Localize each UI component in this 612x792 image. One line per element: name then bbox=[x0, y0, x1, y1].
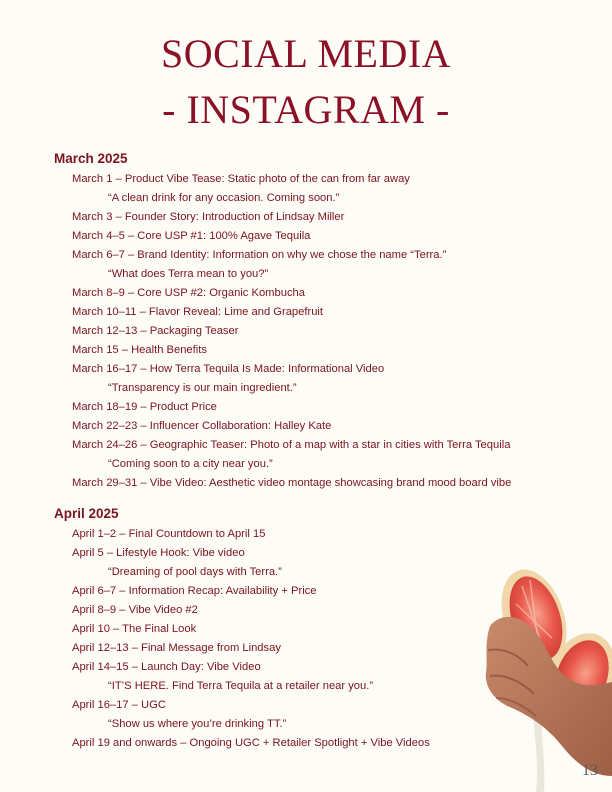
list-item: March 4–5 – Core USP #1: 100% Agave Tequila bbox=[72, 230, 311, 242]
list-item: “Dreaming of pool days with Terra.” bbox=[108, 566, 282, 578]
list-item: April 16–17 – UGC bbox=[72, 699, 166, 711]
april-entries-list bbox=[72, 525, 430, 753]
section-heading-march: March 2025 bbox=[54, 151, 128, 166]
list-item: April 14–15 – Launch Day: Vibe Video bbox=[72, 661, 261, 673]
list-item: March 29–31 – Vibe Video: Aesthetic video montage showcasing brand mood board vibe bbox=[72, 477, 512, 489]
list-item: April 6–7 – Information Recap: Availability + Price bbox=[72, 585, 317, 597]
list-item: “A clean drink for any occasion. Coming soon.” bbox=[108, 192, 340, 204]
list-item: March 8–9 – Core USP #2: Organic Kombucha bbox=[72, 287, 305, 299]
page-number: 13 bbox=[582, 762, 598, 779]
list-item: March 6–7 – Brand Identity: Information on why we chose the name “Terra.” bbox=[72, 249, 447, 261]
list-item: April 8–9 – Vibe Video #2 bbox=[72, 604, 198, 616]
list-item: March 22–23 – Influencer Collaboration: Halley Kate bbox=[72, 420, 332, 432]
list-item: March 1 – Product Vibe Tease: Static photo of the can from far away bbox=[72, 173, 410, 185]
list-item: March 10–11 – Flavor Reveal: Lime and Grapefruit bbox=[72, 306, 324, 318]
list-item: March 15 – Health Benefits bbox=[72, 344, 207, 356]
list-item: April 5 – Lifestyle Hook: Vibe video bbox=[72, 547, 245, 559]
list-item: April 10 – The Final Look bbox=[72, 623, 197, 635]
list-item: “What does Terra mean to you?” bbox=[108, 268, 269, 280]
page-title-line-1: SOCIAL MEDIA bbox=[160, 31, 452, 76]
list-item: “IT’S HERE. Find Terra Tequila at a retailer near you.” bbox=[108, 680, 374, 692]
list-item: “Transparency is our main ingredient.” bbox=[108, 382, 297, 394]
march-entries-list bbox=[72, 170, 511, 493]
list-item: April 1–2 – Final Countdown to April 15 bbox=[72, 528, 266, 540]
list-item: “Show us where you’re drinking TT.” bbox=[108, 718, 287, 730]
hand-squeezing-grapefruit-photo bbox=[482, 556, 612, 792]
list-item: March 18–19 – Product Price bbox=[72, 401, 217, 413]
section-heading-april: April 2025 bbox=[54, 506, 119, 521]
list-item: April 19 and onwards – Ongoing UGC + Retailer Spotlight + Vibe Videos bbox=[72, 737, 430, 749]
list-item: March 24–26 – Geographic Teaser: Photo of a map with a star in cities with Terra Tequila bbox=[72, 439, 511, 451]
list-item: March 3 – Founder Story: Introduction of Lindsay Miller bbox=[72, 211, 345, 223]
page-title-line-2: - INSTAGRAM - bbox=[162, 87, 450, 132]
list-item: March 16–17 – How Terra Tequila Is Made: Informational Video bbox=[72, 363, 385, 375]
list-item: April 12–13 – Final Message from Lindsay bbox=[72, 642, 281, 654]
list-item: “Coming soon to a city near you.” bbox=[108, 458, 273, 470]
list-item: March 12–13 – Packaging Teaser bbox=[72, 325, 239, 337]
